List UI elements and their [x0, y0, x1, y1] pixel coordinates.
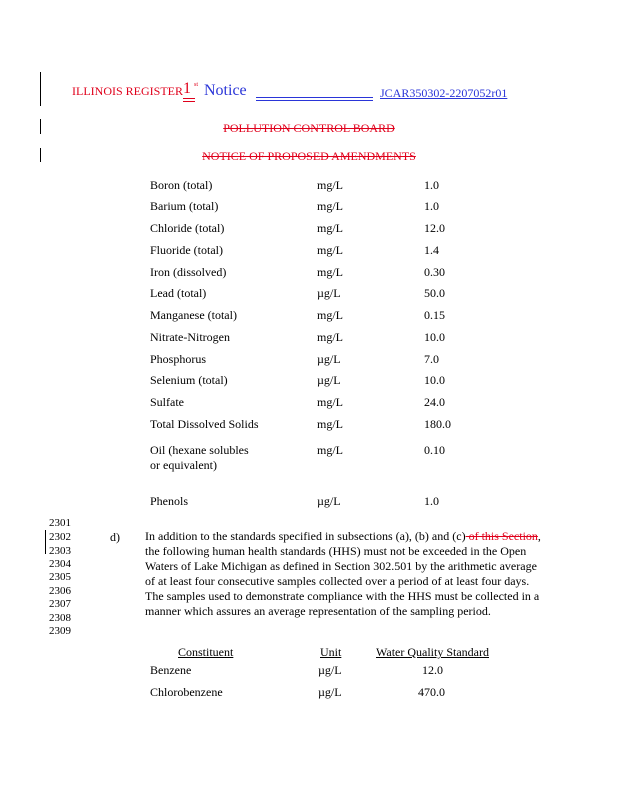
unit: mg/L	[317, 443, 343, 457]
unit: µg/L	[317, 494, 341, 508]
value: 10.0	[424, 373, 445, 387]
constituent-name: Chlorobenzene	[150, 685, 223, 699]
unit: µg/L	[317, 373, 341, 387]
underline	[183, 98, 195, 99]
text-before: In addition to the standards specified in subsections (a), (b) and (c)	[145, 529, 466, 543]
constituent-name: Total Dissolved Solids	[150, 417, 259, 431]
value: 50.0	[424, 286, 445, 300]
unit: µg/L	[318, 685, 342, 699]
constituent-name: Phosphorus	[150, 352, 207, 366]
value: 1.0	[424, 494, 439, 508]
line-number: 2302	[49, 531, 71, 543]
notice-title: NOTICE OF PROPOSED AMENDMENTS	[202, 149, 416, 163]
issue-suffix: st	[194, 82, 199, 88]
unit: mg/L	[317, 330, 343, 344]
line-number: 2305	[49, 571, 71, 583]
revision-bar	[40, 72, 41, 106]
line-number: 2307	[49, 598, 71, 610]
board-title: POLLUTION CONTROL BOARD	[223, 121, 395, 135]
register-title: ILLINOIS REGISTER	[72, 84, 183, 98]
subsection-text	[145, 529, 545, 619]
value: 0.30	[424, 265, 445, 279]
issue-number: 1	[183, 80, 191, 97]
unit: mg/L	[317, 308, 343, 322]
constituent-name: Selenium (total)	[150, 373, 228, 387]
unit: mg/L	[317, 395, 343, 409]
header-constituent: Constituent	[178, 645, 234, 659]
line-number: 2308	[49, 612, 71, 624]
constituent-name-line1: Oil (hexane solubles	[150, 443, 249, 457]
unit: mg/L	[317, 221, 343, 235]
line-number: 2306	[49, 585, 71, 597]
value: 7.0	[424, 352, 439, 366]
value: 1.0	[424, 199, 439, 213]
subsection-label: d)	[110, 530, 120, 544]
line-number: 2301	[49, 517, 71, 529]
line-number: 2304	[49, 558, 71, 570]
constituent-name: Fluoride (total)	[150, 243, 223, 257]
constituent-name: Lead (total)	[150, 286, 207, 300]
unit: mg/L	[317, 417, 343, 431]
value: 470.0	[418, 685, 445, 699]
unit: µg/L	[318, 663, 342, 677]
value: 10.0	[424, 330, 445, 344]
underline	[183, 101, 195, 102]
deleted-text: of this Section	[465, 529, 538, 543]
value: 1.4	[424, 243, 439, 257]
header-standard: Water Quality Standard	[376, 645, 489, 659]
unit: µg/L	[317, 352, 341, 366]
constituent-name-line2: or equivalent)	[150, 458, 217, 472]
constituent-name	[150, 443, 249, 473]
revision-bar	[45, 530, 46, 554]
jcar-id: JCAR350302-2207052r01	[380, 86, 508, 100]
text-after: , the following human health standards (HHS) must not be exceeded in the Open Waters of Lake Michigan as defined in Section 302.501 by the arithmetic average of at least four consecutive samples collected over a period of at least four days. The samples used to demonstrate compliance with the HHS must be collected in a manner which assures an average representation of the sampling period.	[145, 529, 541, 618]
unit: mg/L	[317, 265, 343, 279]
unit: mg/L	[317, 243, 343, 257]
constituent-name: Nitrate-Nitrogen	[150, 330, 230, 344]
value: 1.0	[424, 178, 439, 192]
value: 24.0	[424, 395, 445, 409]
constituent-name: Chloride (total)	[150, 221, 225, 235]
constituent-name: Iron (dissolved)	[150, 265, 227, 279]
value: 12.0	[424, 221, 445, 235]
constituent-name: Phenols	[150, 494, 189, 508]
underline	[256, 100, 373, 101]
unit: mg/L	[317, 178, 343, 192]
notice-label: Notice	[204, 82, 247, 99]
unit: mg/L	[317, 199, 343, 213]
underline	[256, 97, 373, 98]
constituent-name: Sulfate	[150, 395, 184, 409]
constituent-name: Manganese (total)	[150, 308, 237, 322]
header-unit: Unit	[320, 645, 342, 659]
line-number: 2309	[49, 625, 71, 637]
unit: µg/L	[317, 286, 341, 300]
value: 0.15	[424, 308, 445, 322]
constituent-name: Barium (total)	[150, 199, 219, 213]
value: 0.10	[424, 443, 445, 457]
line-number: 2303	[49, 545, 71, 557]
value: 12.0	[422, 663, 443, 677]
constituent-name: Boron (total)	[150, 178, 213, 192]
constituent-name: Benzene	[150, 663, 192, 677]
value: 180.0	[424, 417, 451, 431]
